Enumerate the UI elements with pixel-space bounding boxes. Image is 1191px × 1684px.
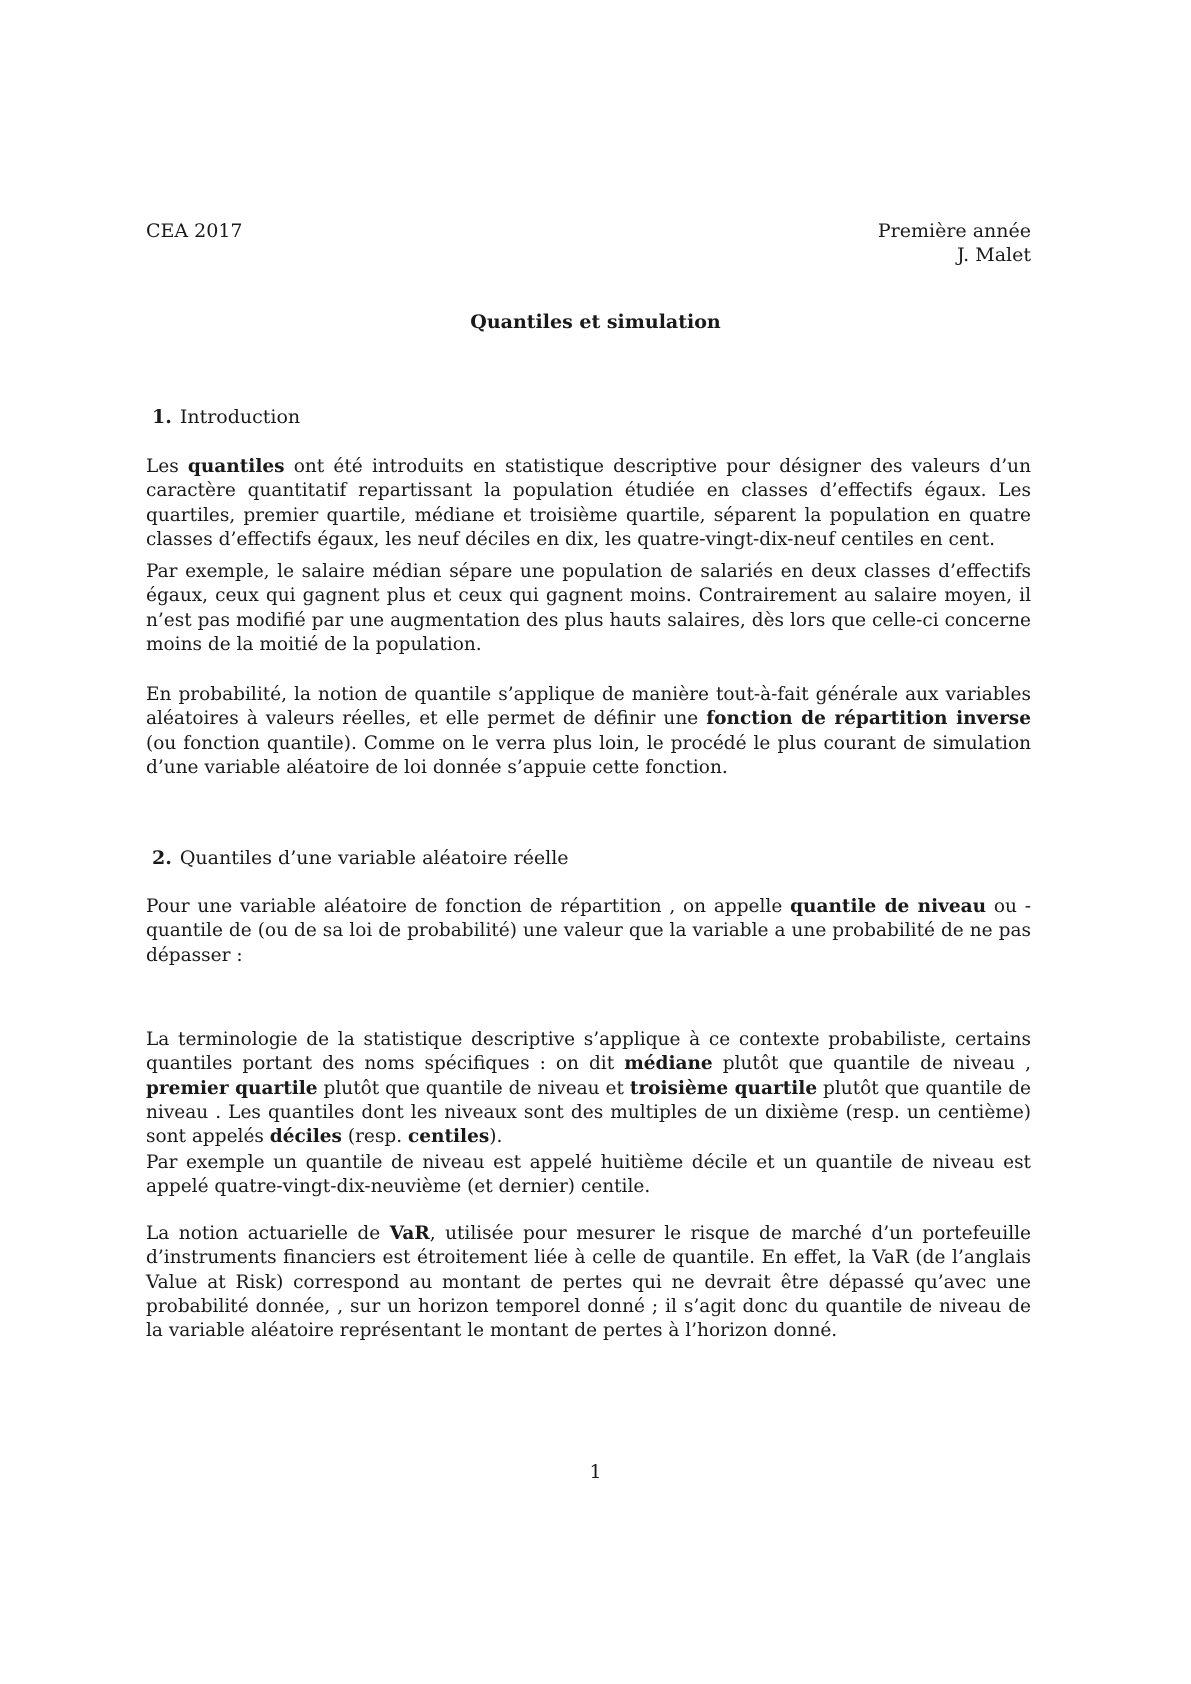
bold-term: quantile de niveau [790, 896, 987, 917]
text: ou -quantile de (ou de sa loi de probabilité) une valeur que la variable a une probabilité de ne pas dépasser : [146, 896, 1031, 966]
header-author: J. Malet [957, 244, 1031, 266]
text: plutôt que quantile de niveau . Les quantiles dont les niveaux sont des multiples de un dixième (resp. un centième) sont appelés [146, 1077, 1031, 1148]
paragraph-quantiles-definition [146, 455, 1031, 552]
paragraph-decile-example: Par exemple un quantile de niveau est appelé huitième décile et un quantile de niveau est appelé quatre-vingt-dix-neuvième (et dernier) centile. [146, 1152, 1031, 1198]
text: En probabilité, la notion de quantile s’applique de manière tout-à-fait générale aux variables aléatoires à valeurs réelles, et elle permet de définir une [146, 684, 1031, 730]
text: plutôt que quantile de niveau , [712, 1053, 1031, 1075]
header-course: CEA 2017 [146, 220, 243, 242]
text: Pour une variable aléatoire de fonction de répartition , on appelle [146, 896, 791, 917]
bold-term: premier quartile [146, 1077, 318, 1099]
bold-term: centiles [407, 1126, 490, 1148]
bold-term: déciles [269, 1126, 342, 1148]
document-title: Quantiles et simulation [470, 311, 721, 333]
text: La notion actuarielle de [146, 1223, 390, 1244]
text: ). [489, 1126, 503, 1148]
text: , utilisée pour mesurer le risque de marché d’un portefeuille d’instruments financiers est étroitement liée à celle de quantile. En effet, la VaR (de l’anglais Value at Risk) correspond au montant de pertes qui ne devrait être dépassé qu’avec une probabilité donnée, , sur un horizon temporel donné ; il s’agit donc du quantile de niveau de la variable aléatoire représentant le montant de pertes à l’horizon donné. [146, 1223, 1031, 1342]
paragraph-quantile-level [146, 895, 1031, 968]
text: La terminologie de la statistique descriptive s’applique à ce contexte probabiliste, certains quantiles portant des noms spécifiques : on dit [146, 1029, 1031, 1075]
section-title: Introduction [179, 406, 301, 428]
bold-term: quantiles [187, 456, 285, 477]
bold-term: fonction de répartition inverse [706, 708, 1031, 730]
paragraph-var [146, 1222, 1031, 1343]
text: (ou fonction quantile). Comme on le verra plus loin, le procédé le plus courant de simulation d’une variable aléatoire de loi donnée s’appuie cette fonction. [146, 732, 1031, 778]
text: plutôt que quantile de niveau et [317, 1077, 630, 1099]
paragraph-median-salary: Par exemple, le salaire médian sépare une population de salariés en deux classes d’effectifs égaux, ceux qui gagnent plus et ceux qui gagnent moins. Contrairement au salaire moyen, il n’est pas modifié par une augmentation des plus hauts salaires, dès lors que celle-ci concerne moins de la moitié de la population. [146, 561, 1031, 655]
header-right [878, 219, 1031, 267]
text: ont été introduits en statistique descriptive pour désigner des valeurs d’un caractère quantitatif repartissant la population étudiée en classes d’effectifs égaux. Les quartiles, premier quartile, médiane et troisième quartile, séparent la population en quatre classes d’effectifs égaux, les neuf déciles en dix, les quatre-vingt-dix-neuf centiles en cent. [146, 456, 1031, 550]
section-number: 2. [152, 847, 172, 869]
text: Les [146, 456, 188, 477]
bold-term: médiane [624, 1053, 713, 1075]
paragraph-terminology [146, 1028, 1031, 1149]
text: (resp. [341, 1126, 408, 1148]
section-title: Quantiles d’une variable aléatoire réelle [179, 847, 569, 869]
bold-term: troisième quartile [629, 1077, 818, 1099]
bold-term: VaR [389, 1223, 430, 1244]
section-heading-introduction [152, 405, 300, 429]
section-heading-quantiles [152, 846, 569, 870]
paragraph-probability [146, 683, 1031, 780]
page-number: 1 [589, 1461, 602, 1483]
section-number: 1. [152, 406, 172, 428]
header-year: Première année [877, 220, 1031, 242]
